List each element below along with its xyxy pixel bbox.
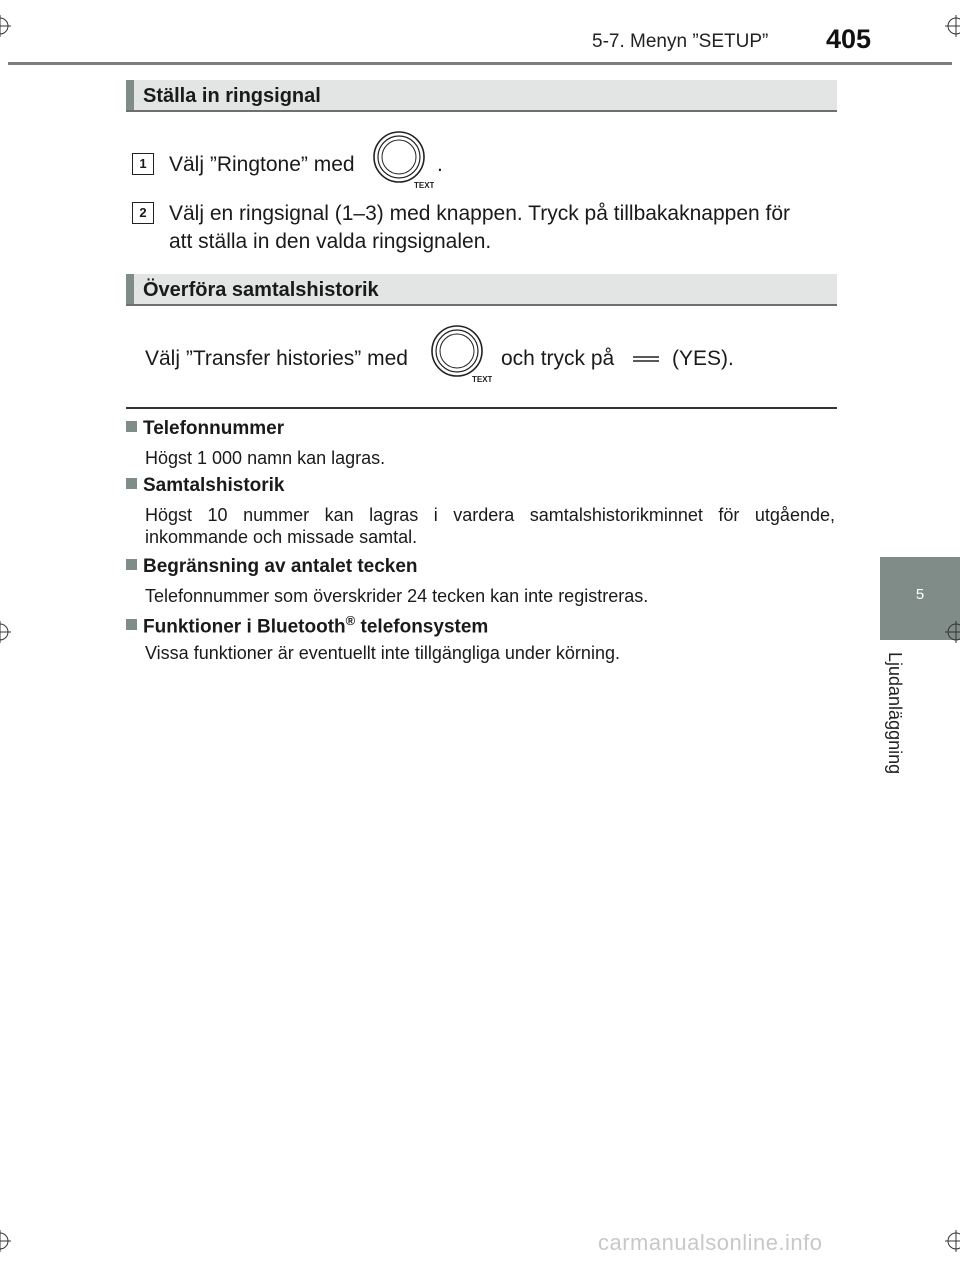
note-body-bluetooth-functions: Vissa funktioner är eventuellt inte tillgängliga under körning. (145, 643, 620, 663)
section-heading-transfer-history (126, 274, 837, 306)
note-title-character-limit (126, 556, 418, 578)
step-1-text: Välj ”Ringtone” med (169, 153, 355, 176)
page-number: 405 (826, 24, 872, 54)
chapter-tab-label: Ljudanläggning (885, 652, 905, 775)
transfer-instruction-middle: och tryck på (501, 347, 615, 370)
registration-mark-icon (945, 1230, 960, 1252)
registration-mark-icon (945, 15, 960, 37)
note-title-text: Begränsning av antalet tecken (143, 556, 418, 577)
heading-accent (126, 274, 134, 304)
knob-label: TEXT (414, 181, 434, 190)
note-bullet-square (126, 478, 137, 489)
chapter-tab-number: 5 (915, 586, 925, 603)
transfer-instruction-end: (YES). (672, 347, 734, 370)
section-heading-ringtone (126, 80, 837, 112)
yes-button-icon (632, 355, 660, 367)
note-title-text: Samtalshistorik (143, 475, 285, 496)
note-bullet-square (126, 619, 137, 630)
note-bullet-square (126, 559, 137, 570)
registration-mark-icon (0, 1230, 11, 1252)
note-title-bluetooth-functions (126, 613, 488, 638)
note-title-text-end: telefonsystem (355, 616, 489, 638)
registration-mark-icon (945, 621, 960, 643)
registration-mark-icon (0, 621, 11, 643)
tune-knob-icon (430, 324, 492, 386)
transfer-instruction-start: Välj ”Transfer histories” med (145, 347, 408, 370)
note-title-phone-numbers (126, 418, 284, 440)
step-2-text-line1: Välj en ringsignal (1–3) med knappen. Tryck på tillbakaknappen för (169, 202, 791, 225)
note-body-call-history: Högst 10 nummer kan lagras i vardera samtalshistorikminnet för utgående, inkommande och missade samtal. (145, 505, 835, 547)
note-title-call-history (126, 475, 285, 497)
knob-label: TEXT (472, 375, 492, 384)
watermark: carmanualsonline.info (598, 1230, 823, 1255)
step-number-2: 2 (132, 202, 154, 224)
step-number-1: 1 (132, 153, 154, 175)
section-title: Överföra samtalshistorik (143, 279, 379, 301)
section-title: Ställa in ringsignal (143, 85, 321, 107)
registered-mark: ® (345, 613, 356, 628)
notes-divider (126, 407, 837, 409)
chapter-title: 5-7. Menyn ”SETUP” (592, 31, 769, 52)
step-1-period: . (437, 153, 443, 176)
registration-mark-icon (0, 15, 11, 37)
note-title-text: Telefonnummer (143, 418, 285, 439)
note-body-character-limit: Telefonnummer som överskrider 24 tecken kan inte registreras. (145, 586, 649, 606)
note-body-phone-numbers: Högst 1 000 namn kan lagras. (145, 448, 386, 468)
header-rule (8, 62, 952, 65)
tune-knob-icon (372, 130, 434, 192)
note-bullet-square (126, 421, 137, 432)
note-title-text: Funktioner i Bluetooth (143, 616, 346, 638)
heading-accent (126, 80, 134, 110)
step-2-text-line2: att ställa in den valda ringsignalen. (169, 230, 492, 253)
